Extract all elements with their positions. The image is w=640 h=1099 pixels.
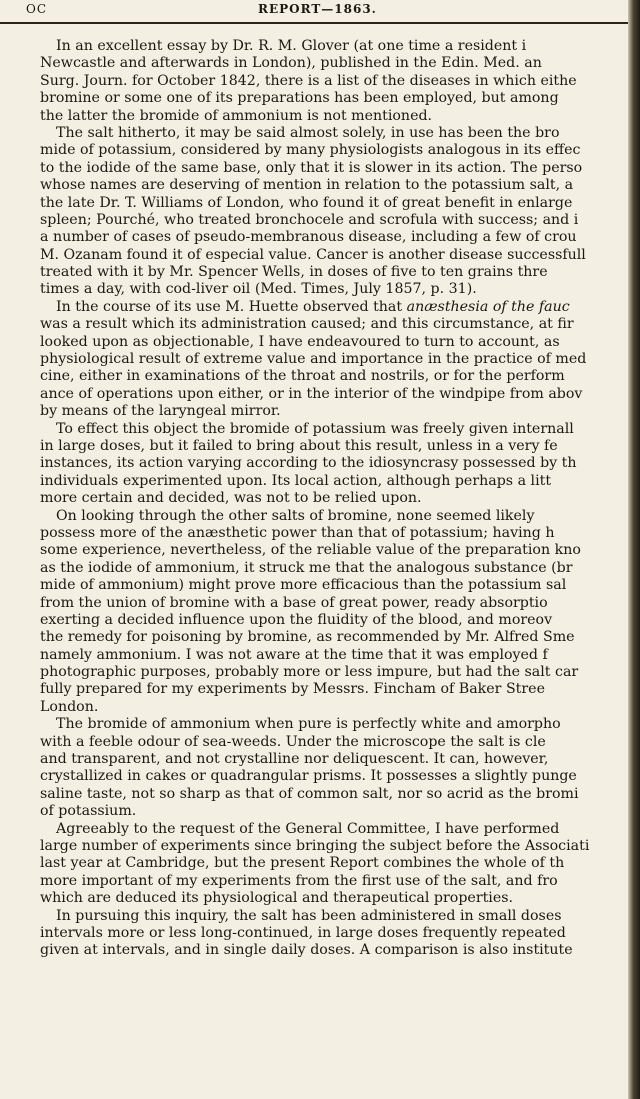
text-line: looked upon as objectionable, I have endeavoured to turn to account, as — [40, 333, 560, 350]
text-line: the latter the bromide of ammonium is not mentioned. — [40, 107, 433, 124]
text-line: physiological result of extreme value and importance in the practice of med — [40, 351, 587, 368]
text-line: by means of the laryngeal mirror. — [40, 403, 281, 420]
text-line: given at intervals, and in single daily doses. A comparison is also institute — [40, 942, 573, 959]
text-line: mide of ammonium) might prove more efficacious than the potassium sal — [40, 577, 567, 594]
text-line: times a day, with cod-liver oil (Med. Times, July 1857, p. 31). — [40, 281, 477, 298]
text-line: Newcastle and afterwards in London), published in the Edin. Med. an — [40, 55, 542, 72]
text-line: namely ammonium. I was not aware at the time that it was employed f — [40, 646, 548, 663]
page-number: OC — [26, 2, 48, 16]
text-line: was a result which its administration caused; and this circumstance, at fir — [40, 316, 574, 333]
text-line: Surg. Journ. for October 1842, there is a list of the diseases in which eithe — [40, 72, 577, 89]
text-line: M. Ozanam found it of especial value. Cancer is another disease successfull — [40, 246, 586, 263]
text-line: treated with it by Mr. Spencer Wells, in doses of five to ten grains thre — [40, 264, 548, 281]
text-line: possess more of the anæsthetic power than that of potassium; having h — [40, 524, 555, 541]
text-line: with a feeble odour of sea-weeds. Under the microscope the salt is cle — [40, 733, 546, 750]
text-line: To effect this object the bromide of potassium was freely given internall — [56, 420, 574, 437]
text-line: spleen; Pourché, who treated bronchocele and scrofula with success; and i — [40, 211, 579, 228]
text-line: The salt hitherto, it may be said almost solely, in use has been the bro — [56, 124, 560, 141]
running-title: REPORT—1863. — [258, 2, 377, 16]
text-line: In an excellent essay by Dr. R. M. Glover (at one time a resident i — [56, 38, 527, 54]
text-line: some experience, nevertheless, of the reliable value of the preparation kno — [40, 542, 581, 559]
text-line: On looking through the other salts of bromine, none seemed likely — [56, 507, 535, 524]
text-line: saline taste, not so sharp as that of common salt, nor so acrid as the bromi — [40, 785, 579, 802]
page-header — [0, 0, 640, 24]
text-line: bromine or some one of its preparations has been employed, but among — [40, 90, 559, 107]
text-line: the late Dr. T. Williams of London, who found it of great benefit in enlarge — [40, 194, 573, 211]
text-line: The bromide of ammonium when pure is perfectly white and amorpho — [56, 716, 561, 733]
text-line: photographic purposes, probably more or less impure, but had the salt car — [40, 664, 579, 681]
text-line: exerting a decided influence upon the fluidity of the blood, and moreov — [40, 611, 553, 628]
text-line: last year at Cambridge, but the present Report combines the whole of th — [40, 855, 565, 872]
text-line: In the course of its use M. Huette observed that anæsthesia of the fauc — [56, 298, 570, 315]
text-line: intervals more or less long-continued, in large doses frequently repeated — [40, 924, 566, 941]
report-body-text — [40, 38, 630, 960]
text-line: as the iodide of ammonium, it struck me that the analogous substance (br — [40, 559, 573, 576]
book-binding-edge — [628, 0, 640, 1099]
text-line: fully prepared for my experiments by Messrs. Fincham of Baker Stree — [40, 681, 545, 698]
text-line: more important of my experiments from the first use of the salt, and fro — [40, 872, 558, 889]
italic-phrase: anæsthesia of the fauc — [406, 298, 570, 315]
text-line: whose names are deserving of mention in relation to the potassium salt, a — [40, 177, 574, 194]
text-line: ance of operations upon either, or in the interior of the windpipe from abov — [40, 385, 583, 402]
text-line: London. — [40, 698, 99, 715]
text-line: a number of cases of pseudo-membranous disease, including a few of crou — [40, 229, 577, 246]
text-line: mide of potassium, considered by many physiologists analogous in its effec — [40, 142, 581, 159]
text-line: cine, either in examinations of the throat and nostrils, or for the perform — [40, 368, 565, 385]
text-line: crystallized in cakes or quadrangular prisms. It possesses a slightly punge — [40, 768, 577, 785]
text-line: large number of experiments since bringing the subject before the Associati — [40, 837, 590, 854]
text-line: in large doses, but it failed to bring about this result, unless in a very fe — [40, 437, 558, 454]
text-line: of potassium. — [40, 803, 137, 820]
text-line: from the union of bromine with a base of great power, ready absorptio — [40, 594, 548, 611]
text-line: instances, its action varying according to the idiosyncrasy possessed by th — [40, 455, 577, 472]
text-line: individuals experimented upon. Its local action, although perhaps a litt — [40, 472, 552, 489]
text-line: Agreeably to the request of the General Committee, I have performed — [56, 820, 560, 837]
text-line: the remedy for poisoning by bromine, as recommended by Mr. Alfred Sme — [40, 629, 575, 646]
text-line: and transparent, and not crystalline nor deliquescent. It can, however, — [40, 751, 549, 768]
text-line: which are deduced its physiological and therapeutical properties. — [40, 890, 514, 907]
text-line: more certain and decided, was not to be relied upon. — [40, 490, 422, 507]
text-line: to the iodide of the same base, only that it is slower in its action. The perso — [40, 159, 583, 176]
text-line: In pursuing this inquiry, the salt has been administered in small doses — [56, 907, 562, 924]
